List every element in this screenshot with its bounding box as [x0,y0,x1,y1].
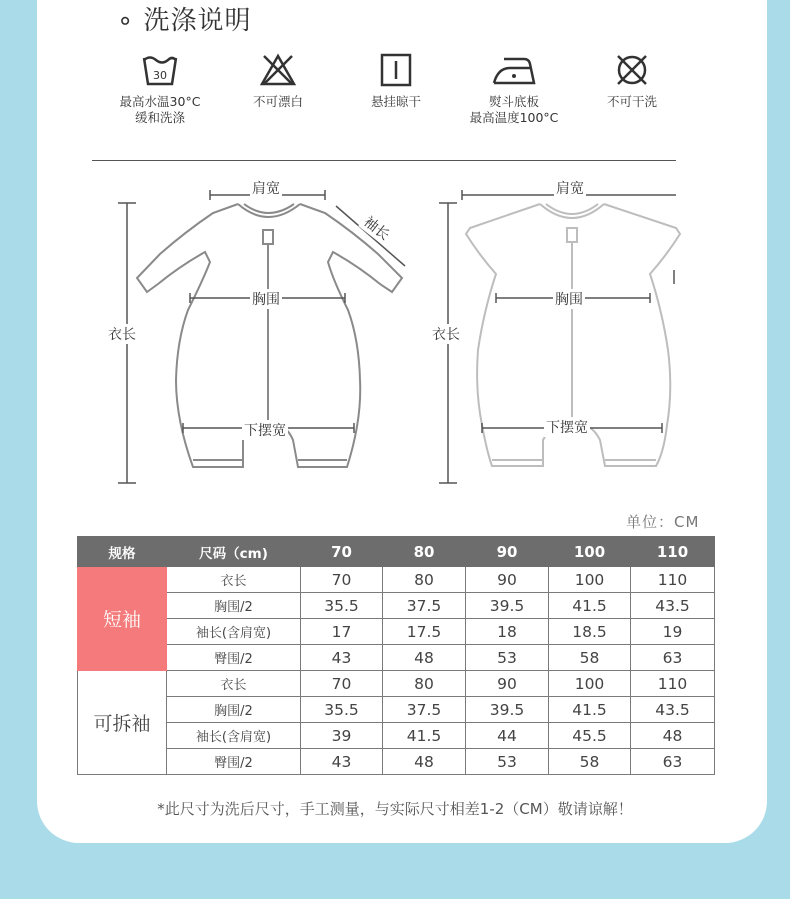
table-header-cell: 尺码（cm) [167,537,301,567]
divider [92,160,676,161]
table-cell: 35.5 [301,697,383,723]
no-dry-clean-icon [612,52,652,88]
table-cell: 18.5 [549,619,631,645]
table-row [78,723,715,749]
table-cell: 43 [301,645,383,671]
wash-30-icon [140,52,180,88]
table-cell: 43.5 [631,697,715,723]
table-cell: 19 [631,619,715,645]
table-cell: 48 [631,723,715,749]
table-cell: 58 [549,749,631,775]
unit-label: 单位：CM [626,513,700,531]
table-cell: 39.5 [466,697,549,723]
bullet-icon: ∘ [117,6,144,36]
table-row [78,567,715,593]
table-cell: 70 [301,671,383,697]
table-row [78,593,715,619]
row-label: 臀围/2 [167,645,301,671]
table-row [78,671,715,697]
table-cell: 43 [301,749,383,775]
table-header-cell: 80 [383,537,466,567]
table-cell: 39.5 [466,593,549,619]
row-label: 衣长 [167,567,301,593]
short-sleeve-measure-lines [439,190,676,483]
iron-icon [490,52,538,88]
table-header-cell: 规格 [78,537,167,567]
table-cell: 18 [466,619,549,645]
care-dryclean [562,52,702,110]
table-cell: 37.5 [383,593,466,619]
care-label-iron: 熨斗底板 最高温度100°C [469,94,559,125]
label-length-right: 衣长 [430,324,462,344]
table-cell: 80 [383,567,466,593]
table-cell: 100 [549,567,631,593]
group-detachable-sleeve: 可拆袖 [78,671,167,775]
table-row [78,619,715,645]
label-length-left: 衣长 [106,324,138,344]
table-cell: 48 [383,749,466,775]
table-cell: 63 [631,749,715,775]
table-cell: 43.5 [631,593,715,619]
no-bleach-icon [258,52,298,88]
care-label-bleach: 不可漂白 [252,94,303,109]
label-sleeve: 袖长 [358,210,396,245]
label-shoulder-right: 肩宽 [554,178,586,198]
table-cell: 17 [301,619,383,645]
label-shoulder-left: 肩宽 [250,178,282,198]
table-cell: 17.5 [383,619,466,645]
table-header-row [78,537,715,567]
hang-dry-icon [376,52,416,88]
table-cell: 41.5 [549,697,631,723]
table-row [78,645,715,671]
table-cell: 44 [466,723,549,749]
size-table [77,536,715,775]
label-hem-right: 下摆宽 [544,417,590,437]
table-cell: 48 [383,645,466,671]
table-cell: 80 [383,671,466,697]
table-cell: 90 [466,567,549,593]
table-row [78,697,715,723]
table-cell: 39 [301,723,383,749]
care-label-dry: 悬挂晾干 [370,94,421,109]
row-label: 胸围/2 [167,697,301,723]
table-cell: 35.5 [301,593,383,619]
label-chest-right: 胸围 [553,289,585,309]
table-cell: 70 [301,567,383,593]
table-cell: 58 [549,645,631,671]
table-cell: 100 [549,671,631,697]
svg-text:30: 30 [153,69,167,82]
row-label: 袖长(含肩宽) [167,723,301,749]
table-cell: 110 [631,567,715,593]
table-row [78,749,715,775]
page-title: ∘ 洗涤说明 [117,6,252,36]
table-cell: 90 [466,671,549,697]
table-cell: 37.5 [383,697,466,723]
table-cell: 41.5 [383,723,466,749]
table-cell: 53 [466,645,549,671]
table-cell: 110 [631,671,715,697]
row-label: 胸围/2 [167,593,301,619]
table-cell: 53 [466,749,549,775]
care-label-dryclean: 不可干洗 [606,94,657,109]
table-header-cell: 110 [631,537,715,567]
care-label-wash: 最高水温30°C 缓和洗涤 [119,94,201,125]
row-label: 袖长(含肩宽) [167,619,301,645]
table-header-cell: 100 [549,537,631,567]
table-header-cell: 70 [301,537,383,567]
row-label: 臀围/2 [167,749,301,775]
table-cell: 63 [631,645,715,671]
footnote: *此尺寸为洗后尺寸，手工测量，与实际尺寸相差1-2（CM）敬请谅解！ [157,800,633,818]
table-cell: 45.5 [549,723,631,749]
row-label: 衣长 [167,671,301,697]
table-header-cell: 90 [466,537,549,567]
label-chest-left: 胸围 [250,289,282,309]
group-short-sleeve: 短袖 [78,567,167,671]
table-cell: 41.5 [549,593,631,619]
label-hem-left: 下摆宽 [242,420,288,440]
